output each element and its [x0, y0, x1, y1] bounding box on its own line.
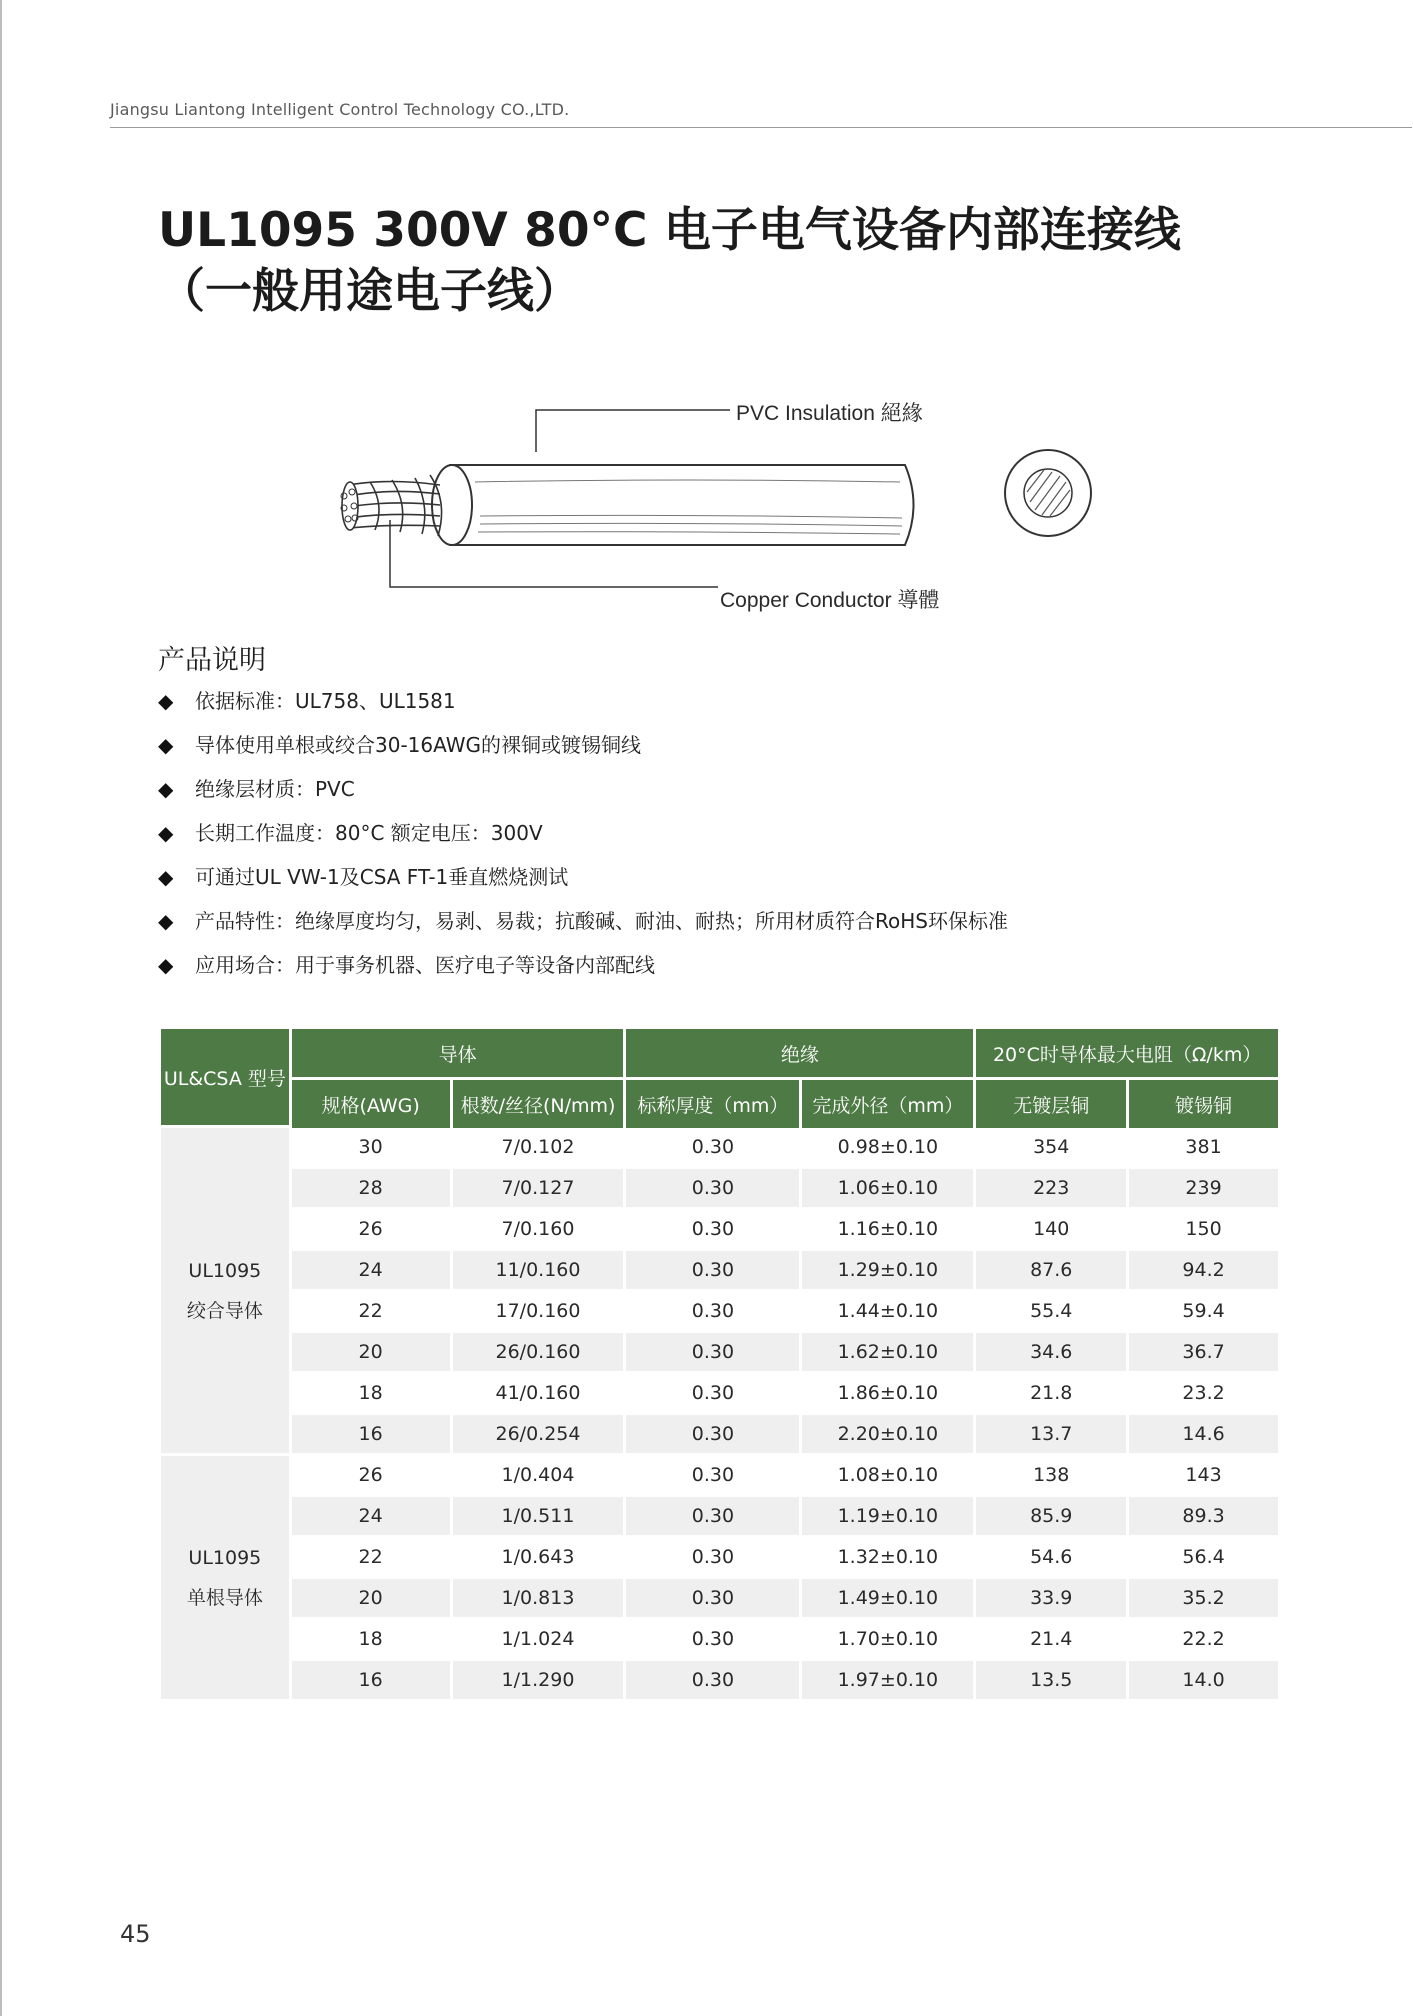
strand-cell: 11/0.160	[453, 1251, 624, 1292]
bare-copper-cell: 354	[976, 1128, 1126, 1169]
outer-diameter-cell: 1.06±0.10	[802, 1169, 973, 1210]
table-row	[161, 1169, 1278, 1210]
outer-diameter-cell: 1.70±0.10	[802, 1620, 973, 1661]
thickness-cell: 0.30	[626, 1661, 799, 1702]
bare-copper-cell: 140	[976, 1210, 1126, 1251]
thickness-cell: 0.30	[626, 1333, 799, 1374]
tinned-copper-cell: 94.2	[1129, 1251, 1278, 1292]
thickness-cell: 0.30	[626, 1251, 799, 1292]
table-row	[161, 1620, 1278, 1661]
diamond-icon: ◆	[158, 733, 174, 757]
outer-diameter-cell: 2.20±0.10	[802, 1415, 973, 1456]
table-row	[161, 1210, 1278, 1251]
awg-cell: 26	[292, 1210, 450, 1251]
awg-cell: 20	[292, 1579, 450, 1620]
thickness-cell: 0.30	[626, 1169, 799, 1210]
diamond-icon: ◆	[158, 909, 174, 933]
strand-cell: 1/0.511	[453, 1497, 624, 1538]
spec-table	[158, 1029, 1281, 1702]
strand-header: 根数/丝径(N/mm)	[453, 1080, 624, 1128]
solid-group-label	[161, 1456, 289, 1702]
table-row	[161, 1497, 1278, 1538]
bare-copper-cell: 34.6	[976, 1333, 1126, 1374]
tinned-copper-cell: 14.6	[1129, 1415, 1278, 1456]
table-row	[161, 1374, 1278, 1415]
tinned-copper-cell: 239	[1129, 1169, 1278, 1210]
tinned-copper-cell: 89.3	[1129, 1497, 1278, 1538]
cable-diagram	[330, 390, 1100, 620]
table-row	[161, 1538, 1278, 1579]
feature-item: ◆ 长期工作温度：80°C 额定电压：300V	[158, 816, 1008, 860]
product-description-heading: 产品说明	[158, 645, 266, 676]
outer-diameter-cell: 1.62±0.10	[802, 1333, 973, 1374]
conductor-type: 单根导体	[186, 1586, 263, 1609]
tinned-copper-cell: 14.0	[1129, 1661, 1278, 1702]
strand-cell: 26/0.254	[453, 1415, 624, 1456]
cross-section-icon	[1005, 450, 1091, 536]
feature-item: ◆ 应用场合：用于事务机器、医疗电子等设备内部配线	[158, 948, 1008, 992]
tinned-copper-cell: 23.2	[1129, 1374, 1278, 1415]
strand-cell: 1/0.643	[453, 1538, 624, 1579]
table-row	[161, 1251, 1278, 1292]
feature-item: ◆ 可通过UL VW-1及CSA FT-1垂直燃烧测试	[158, 860, 1008, 904]
awg-cell: 26	[292, 1456, 450, 1497]
thickness-cell: 0.30	[626, 1415, 799, 1456]
diamond-icon: ◆	[158, 777, 174, 801]
awg-cell: 24	[292, 1251, 450, 1292]
insulation-group-header: 绝缘	[626, 1029, 973, 1080]
tinned-copper-cell: 143	[1129, 1456, 1278, 1497]
thickness-cell: 0.30	[626, 1210, 799, 1251]
strand-cell: 7/0.160	[453, 1210, 624, 1251]
feature-item: ◆ 导体使用单根或绞合30-16AWG的裸铜或镀锡铜线	[158, 728, 1008, 772]
header-divider	[110, 127, 1412, 128]
bare-copper-header: 无镀层铜	[976, 1080, 1126, 1128]
awg-cell: 18	[292, 1620, 450, 1661]
awg-cell: 30	[292, 1128, 450, 1169]
copper-conductor	[348, 475, 442, 536]
table-row	[161, 1415, 1278, 1456]
outer-diameter-cell: 1.86±0.10	[802, 1374, 973, 1415]
bare-copper-cell: 13.5	[976, 1661, 1126, 1702]
conductor-type: 绞合导体	[186, 1299, 263, 1322]
tinned-copper-cell: 22.2	[1129, 1620, 1278, 1661]
awg-cell: 24	[292, 1497, 450, 1538]
awg-cell: 16	[292, 1415, 450, 1456]
tinned-copper-cell: 36.7	[1129, 1333, 1278, 1374]
strand-cell: 1/1.290	[453, 1661, 624, 1702]
bare-copper-cell: 33.9	[976, 1579, 1126, 1620]
outer-diameter-cell: 1.44±0.10	[802, 1292, 973, 1333]
page-left-border	[0, 0, 2, 2016]
thickness-cell: 0.30	[626, 1374, 799, 1415]
outer-diameter-cell: 0.98±0.10	[802, 1128, 973, 1169]
awg-cell: 22	[292, 1292, 450, 1333]
table-row	[161, 1292, 1278, 1333]
feature-list	[158, 684, 1008, 992]
conductor-group-header: 导体	[292, 1029, 624, 1080]
model-header: UL&CSA 型号	[161, 1029, 289, 1128]
bare-copper-cell: 85.9	[976, 1497, 1126, 1538]
tinned-copper-cell: 381	[1129, 1128, 1278, 1169]
bare-copper-cell: 54.6	[976, 1538, 1126, 1579]
table-row	[161, 1333, 1278, 1374]
spec-table-body	[161, 1128, 1278, 1702]
awg-cell: 16	[292, 1661, 450, 1702]
table-row	[161, 1456, 1278, 1497]
thickness-cell: 0.30	[626, 1497, 799, 1538]
thickness-cell: 0.30	[626, 1128, 799, 1169]
thickness-cell: 0.30	[626, 1620, 799, 1661]
strand-cell: 17/0.160	[453, 1292, 624, 1333]
strand-cell: 1/0.813	[453, 1579, 624, 1620]
diamond-icon: ◆	[158, 953, 174, 977]
outer-diameter-cell: 1.08±0.10	[802, 1456, 973, 1497]
table-row	[161, 1128, 1278, 1169]
table-row	[161, 1661, 1278, 1702]
bare-copper-cell: 13.7	[976, 1415, 1126, 1456]
awg-cell: 22	[292, 1538, 450, 1579]
outer-diameter-cell: 1.97±0.10	[802, 1661, 973, 1702]
outer-diameter-cell: 1.49±0.10	[802, 1579, 973, 1620]
diamond-icon: ◆	[158, 821, 174, 845]
strand-cell: 1/0.404	[453, 1456, 624, 1497]
model-name: UL1095	[188, 1546, 262, 1569]
thickness-cell: 0.30	[626, 1538, 799, 1579]
page-title	[158, 200, 1181, 322]
outer-diameter-cell: 1.29±0.10	[802, 1251, 973, 1292]
tinned-copper-cell: 150	[1129, 1210, 1278, 1251]
outer-diameter-cell: 1.16±0.10	[802, 1210, 973, 1251]
feature-item: ◆ 绝缘层材质：PVC	[158, 772, 1008, 816]
thickness-header: 标称厚度（mm）	[626, 1080, 799, 1128]
bare-copper-cell: 138	[976, 1456, 1126, 1497]
outer-diameter-cell: 1.19±0.10	[802, 1497, 973, 1538]
title-line-1: UL1095 300V 80°C 电子电气设备内部连接线	[158, 203, 1181, 258]
outer-diameter-cell: 1.32±0.10	[802, 1538, 973, 1579]
bare-copper-cell: 223	[976, 1169, 1126, 1210]
table-row	[161, 1579, 1278, 1620]
thickness-cell: 0.30	[626, 1292, 799, 1333]
strand-cell: 26/0.160	[453, 1333, 624, 1374]
strand-cell: 7/0.102	[453, 1128, 624, 1169]
strand-cell: 1/1.024	[453, 1620, 624, 1661]
tinned-copper-cell: 56.4	[1129, 1538, 1278, 1579]
awg-cell: 28	[292, 1169, 450, 1210]
awg-header: 规格(AWG)	[292, 1080, 450, 1128]
diamond-icon: ◆	[158, 865, 174, 889]
title-line-2: （一般用途电子线）	[158, 264, 581, 319]
bare-copper-cell: 55.4	[976, 1292, 1126, 1333]
model-name: UL1095	[188, 1259, 262, 1282]
awg-cell: 20	[292, 1333, 450, 1374]
awg-cell: 18	[292, 1374, 450, 1415]
outer-diameter-header: 完成外径（mm）	[802, 1080, 973, 1128]
bare-copper-cell: 87.6	[976, 1251, 1126, 1292]
stranded-group-label	[161, 1128, 289, 1456]
insulation-leader	[536, 410, 730, 452]
tinned-copper-header: 镀锡铜	[1129, 1080, 1278, 1128]
diamond-icon: ◆	[158, 689, 174, 713]
tinned-copper-cell: 59.4	[1129, 1292, 1278, 1333]
thickness-cell: 0.30	[626, 1579, 799, 1620]
thickness-cell: 0.30	[626, 1456, 799, 1497]
resistance-group-header: 20°C时导体最大电阻（Ω/km）	[976, 1029, 1278, 1080]
bare-copper-cell: 21.8	[976, 1374, 1126, 1415]
feature-item: ◆ 产品特性：绝缘厚度均匀，易剥、易裁；抗酸碱、耐油、耐热；所用材质符合RoHS环保标准	[158, 904, 1008, 948]
conductor-label: Copper Conductor 導體	[720, 589, 940, 612]
page-number: 45	[120, 1920, 151, 1948]
strand-cell: 41/0.160	[453, 1374, 624, 1415]
insulation-label: PVC Insulation 絕緣	[736, 402, 923, 425]
company-name: Jiangsu Liantong Intelligent Control Technology CO.,LTD.	[110, 100, 570, 119]
tinned-copper-cell: 35.2	[1129, 1579, 1278, 1620]
strand-cell: 7/0.127	[453, 1169, 624, 1210]
feature-item: ◆ 依据标准：UL758、UL1581	[158, 684, 1008, 728]
bare-copper-cell: 21.4	[976, 1620, 1126, 1661]
